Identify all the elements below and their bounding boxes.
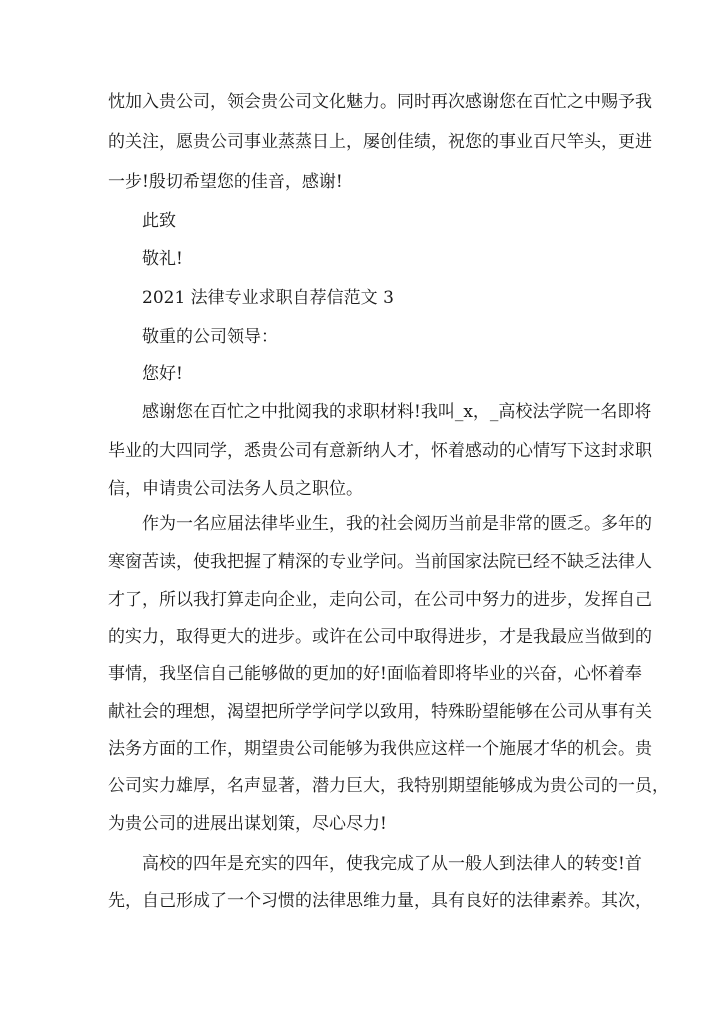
- closing-line: 此致: [142, 211, 176, 231]
- text-line-14: 才了，所以我打算走向企业，走向公司，在公司中努力的进步，发挥自己: [108, 590, 652, 610]
- text-line-13: 寒窗苦读，使我把握了精深的专业学问。当前国家法院已经不缺乏法律人: [108, 552, 652, 572]
- text-line-9: 感谢您在百忙之中批阅我的求职材料!我叫_x，_高校法学院一名即将: [142, 402, 652, 422]
- greeting-recipient: 敬重的公司领导：: [142, 327, 278, 347]
- greeting-hello: 您好!: [142, 364, 183, 384]
- text-line-3: 一步!殷切希望您的佳音，感谢!: [108, 172, 343, 192]
- text-line-15: 的实力，取得更大的进步。或许在公司中取得进步，才是我最应当做到的: [108, 627, 652, 647]
- text-line-18: 法务方面的工作，期望贵公司能够为我供应这样一个施展才华的机会。贵: [108, 739, 652, 759]
- text-line-22: 先，自己形成了一个习惯的法律思维力量，具有良好的法律素养。其次，: [108, 891, 652, 911]
- text-line-20: 为贵公司的进展出谋划策，尽心尽力!: [108, 814, 387, 834]
- text-line-10: 毕业的大四同学，悉贵公司有意新纳人才，怀着感动的心情写下这封求职: [108, 441, 652, 461]
- text-line-2: 的关注，愿贵公司事业蒸蒸日上，屡创佳绩，祝您的事业百尺竿头，更进: [108, 132, 652, 152]
- text-line-17: 献社会的理想，渴望把所学学问学以致用，特殊盼望能够在公司从事有关: [108, 702, 652, 722]
- text-line-19: 公司实力雄厚，名声显著，潜力巨大，我特别期望能够成为贵公司的一员，: [108, 776, 669, 796]
- text-line-21: 高校的四年是充实的四年，使我完成了从一般人到法律人的转变!首: [142, 854, 642, 874]
- text-line-1: 忱加入贵公司，领会贵公司文化魅力。同时再次感谢您在百忙之中赐予我: [108, 92, 652, 112]
- salute-line: 敬礼!: [142, 249, 183, 269]
- section-title: 2021 法律专业求职自荐信范文 3: [142, 288, 394, 308]
- text-line-12: 作为一名应届法律毕业生，我的社会阅历当前是非常的匮乏。多年的: [142, 514, 652, 534]
- text-line-16: 事情，我坚信自己能够做的更加的好!面临着即将毕业的兴奋，心怀着奉: [108, 664, 642, 684]
- text-line-11: 信，申请贵公司法务人员之职位。: [108, 479, 363, 499]
